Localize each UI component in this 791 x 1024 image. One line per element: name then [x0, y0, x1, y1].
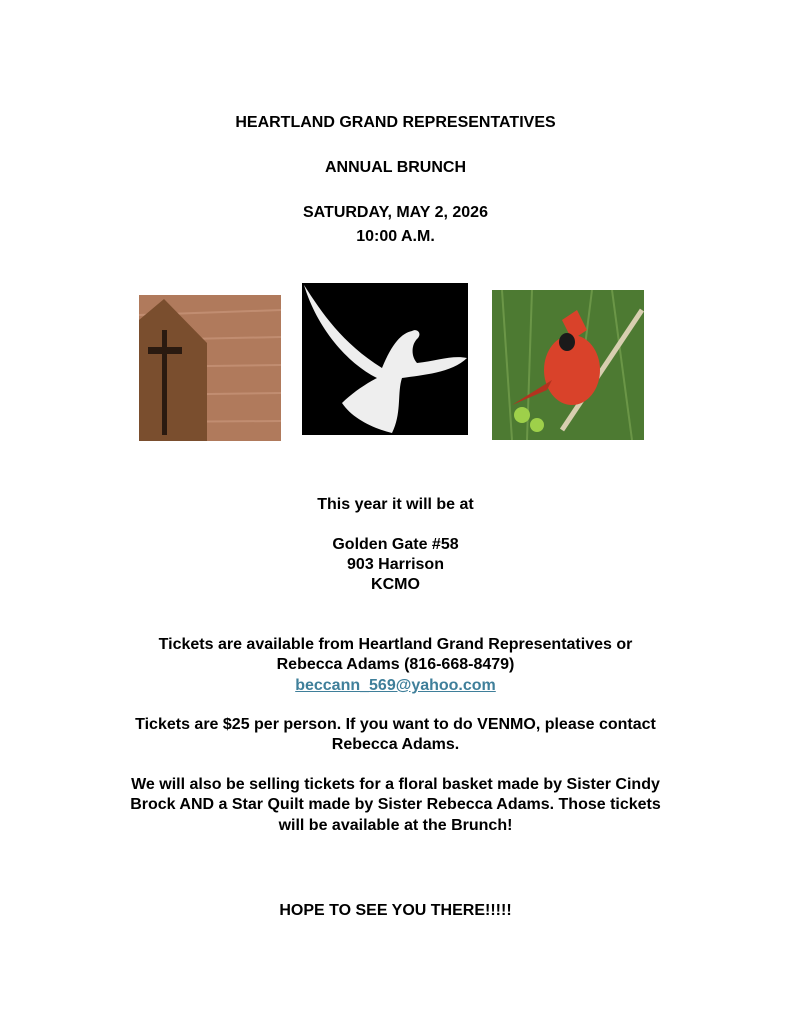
location-name: Golden Gate #58: [332, 536, 459, 553]
raffle-line-1: We will also be selling tickets for a floral basket made by Sister Cindy: [131, 776, 660, 793]
red-cardinal-image: [492, 290, 644, 440]
organization-title: HEARTLAND GRAND REPRESENTATIVES: [235, 114, 556, 131]
event-name: ANNUAL BRUNCH: [324, 159, 467, 176]
event-date: SATURDAY, MAY 2, 2026: [303, 204, 488, 221]
raffle-line-3: will be available at the Brunch!: [278, 817, 513, 834]
ticket-price-contact: Rebecca Adams.: [331, 736, 460, 753]
raffle-line-2: Brock AND a Star Quilt made by Sister Rebecca Adams. Those tickets: [130, 796, 661, 813]
location-city: KCMO: [371, 576, 420, 593]
location-street: 903 Harrison: [347, 556, 444, 573]
email-link[interactable]: beccann_569@yahoo.com: [295, 677, 496, 694]
cross-on-wood-image: [139, 295, 281, 441]
location-intro: This year it will be at: [317, 496, 474, 513]
tickets-contact: Rebecca Adams (816-668-8479): [276, 656, 515, 673]
ticket-price: Tickets are $25 per person. If you want to do VENMO, please contact: [135, 716, 656, 733]
white-dove-image: [302, 283, 468, 435]
event-time: 10:00 A.M.: [356, 228, 435, 245]
closing-message: HOPE TO SEE YOU THERE!!!!!: [279, 902, 512, 919]
tickets-availability: Tickets are available from Heartland Grand Representatives or: [158, 636, 633, 653]
